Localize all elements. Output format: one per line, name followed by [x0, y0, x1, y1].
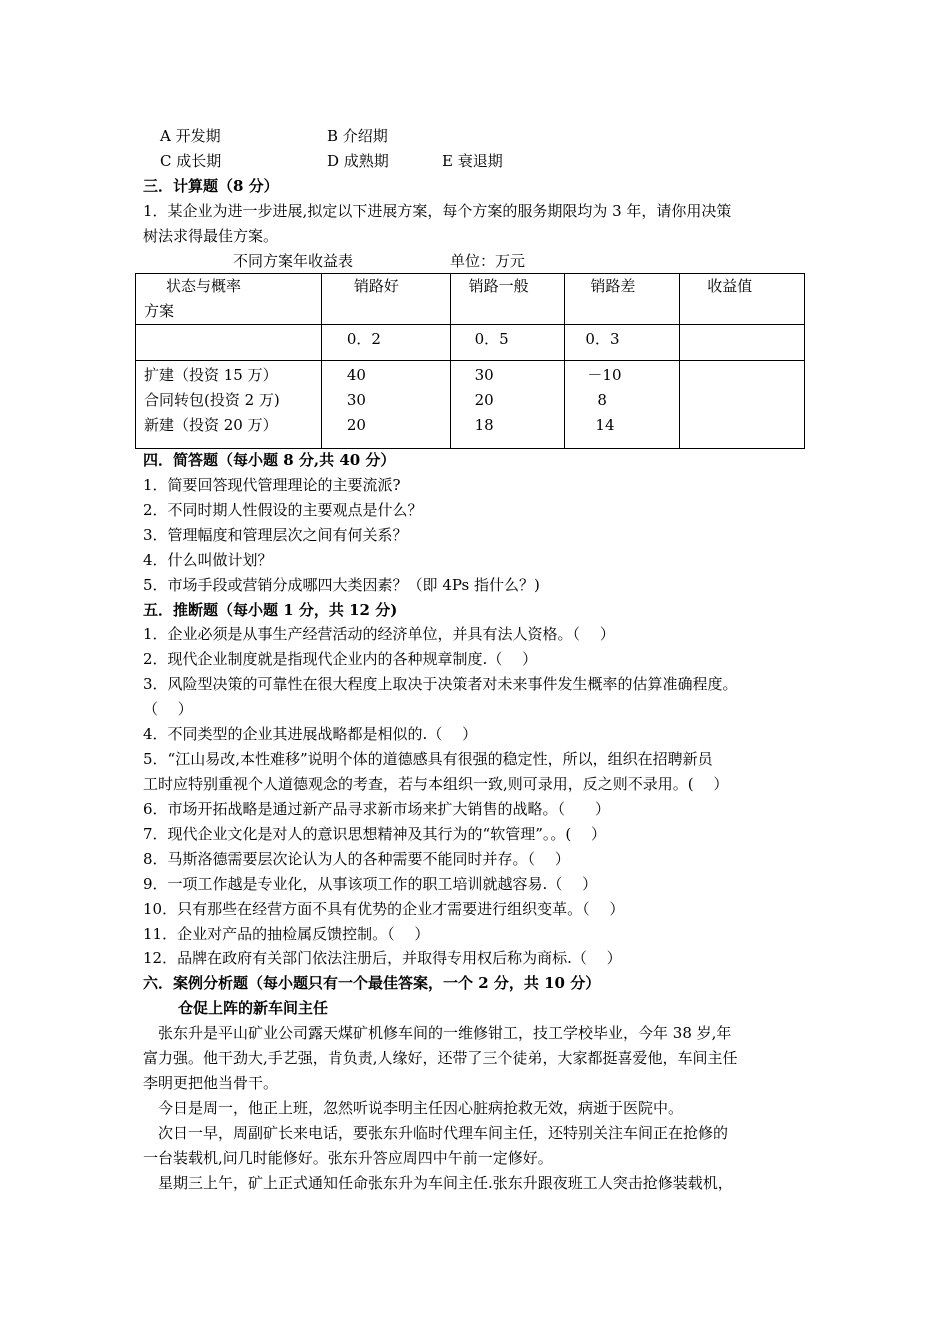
judgement-line: 工时应特别重视个人道德观念的考查，若与本组织一致,则可录用，反之则不录用。( ） — [143, 775, 729, 793]
judgement-line: 10．只有那些在经营方面不具有优势的企业才需要进行组织变革。（ ） — [143, 900, 625, 918]
section-4-title: 四．简答题（每小题 8 分,共 40 分） — [143, 451, 396, 469]
question-line: 3．管理幅度和管理层次之间有何关系？ — [143, 526, 408, 544]
table-header-cell — [136, 274, 322, 325]
table-cell — [680, 325, 805, 361]
header-plan: 方案 — [144, 302, 175, 320]
case-text-line: 次日一早，周副矿长来电话，要张东升临时代理车间主任，还特别关注车间正在抢修的 — [143, 1124, 729, 1142]
prob-good: 0．2 — [321, 325, 450, 361]
case-text-line: 富力强。他干劲大,手艺强，肯负责,人缘好，还带了三个徒弟，大家都挺喜爱他，车间主任 — [143, 1049, 738, 1067]
prob-normal: 0．5 — [450, 325, 565, 361]
normal-values: 30 20 18 — [450, 361, 565, 449]
case-text-line: 今日是周一，他正上班，忽然听说李明主任因心脏病抢救无效，病逝于医院中。 — [143, 1099, 684, 1117]
question-line: 树法求得最佳方案。 — [143, 227, 279, 245]
option-b: B 介绍期 — [327, 127, 388, 145]
table-header-row — [136, 274, 805, 325]
prob-bad: 0．3 — [565, 325, 680, 361]
judgement-line: 12．品牌在政府有关部门依法注册后，并取得专用权后称为商标.（ ） — [143, 949, 622, 967]
judgement-line: 4．不同类型的企业其进展战略都是相似的.（ ） — [143, 725, 478, 743]
header-state: 状态与概率 — [166, 277, 242, 295]
question-line: 1．简要回答现代管理理论的主要流派? — [143, 476, 401, 494]
section-5-title: 五．推断题（每小题 1 分，共 12 分) — [143, 601, 398, 619]
question-line: 1．某企业为进一步进展,拟定以下进展方案，每个方案的服务期限均为 3 年，请你用决策 — [143, 202, 732, 220]
table-data-row — [136, 361, 805, 449]
table-caption: 不同方案年收益表 — [233, 252, 354, 270]
judgement-line: 7．现代企业文化是对人的意识思想精神及其行为的“软管理”。。( ） — [143, 825, 607, 843]
question-line: 2．不同时期人性假设的主要观点是什么？ — [143, 501, 423, 519]
option-c: C 成长期 — [160, 152, 222, 170]
good-values: 40 30 20 — [321, 361, 450, 449]
table-header-cell: 销路差 — [565, 274, 680, 325]
judgement-line: 9．一项工作越是专业化，从事该项工作的职工培训就越容易.（ ） — [143, 875, 598, 893]
table-unit: 单位：万元 — [450, 252, 526, 270]
option-e: E 衰退期 — [442, 152, 503, 170]
judgement-line: 5．“江山易改,本性难移”说明个体的道德感具有很强的稳定性，所以，组织在招聘新员 — [143, 750, 713, 768]
revenue-values — [680, 361, 805, 449]
table-header-cell: 销路好 — [321, 274, 450, 325]
revenue-table — [135, 273, 805, 449]
table-cell — [136, 325, 322, 361]
judgement-line: 11．企业对产品的抽检属反馈控制。（ ） — [143, 925, 430, 943]
option-d: D 成熟期 — [327, 152, 389, 170]
case-text-line: 李明更把他当骨干。 — [143, 1074, 279, 1092]
case-text-line: 张东升是平山矿业公司露天煤矿机修车间的一维修钳工，技工学校毕业，今年 38 岁,年 — [143, 1024, 732, 1042]
case-title: 仓促上阵的新车间主任 — [178, 999, 329, 1017]
table-prob-row — [136, 325, 805, 361]
plan-names: 扩建（投资 15 万） 合同转包(投资 2 万) 新建（投资 20 万） — [136, 361, 322, 449]
table-header-cell: 销路一般 — [450, 274, 565, 325]
section-6-title: 六．案例分析题（每小题只有一个最佳答案，一个 2 分，共 10 分） — [143, 974, 601, 992]
table-header-cell: 收益值 — [680, 274, 805, 325]
option-a: A 开发期 — [160, 127, 221, 145]
case-text-line: 星期三上午，矿上正式通知任命张东升为车间主任.张东升跟夜班工人突击抢修装载机， — [143, 1174, 733, 1192]
case-text-line: 一台装载机,问几时能修好。张东升答应周四中午前一定修好。 — [143, 1149, 553, 1167]
judgement-line: 3．风险型决策的可靠性在很大程度上取决于决策者对未来事件发生概率的估算准确程度。 — [143, 675, 738, 693]
judgement-line: 8．马斯洛德需要层次论认为人的各种需要不能同时并存。（ ） — [143, 850, 570, 868]
judgement-line: 6．市场开拓战略是通过新产品寻求新市场来扩大销售的战略。（ ） — [143, 800, 611, 818]
judgement-line: 2．现代企业制度就是指现代企业内的各种规章制度.（ ） — [143, 650, 538, 668]
judgement-line: 1．企业必须是从事生产经营活动的经济单位，并具有法人资格。（ ） — [143, 625, 615, 643]
section-3-title: 三．计算题（8 分） — [143, 177, 279, 195]
bad-values: －10 8 14 — [565, 361, 680, 449]
question-line: 4．什么叫做计划？ — [143, 551, 273, 569]
judgement-line: （ ） — [143, 700, 193, 718]
question-line: 5．市场手段或营销分成哪四大类因素？（即 4Ps 指什么？) — [143, 576, 540, 594]
